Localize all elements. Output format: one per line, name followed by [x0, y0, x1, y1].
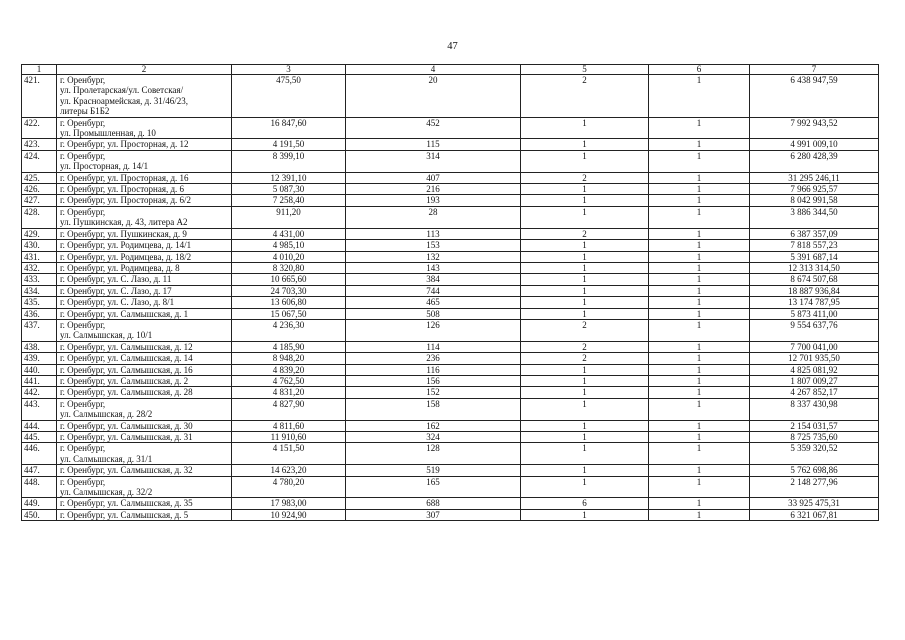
table-row	[22, 498, 879, 509]
table-row	[22, 262, 879, 273]
address-line: г. Оренбург, ул. Родимцева, д. 18/2	[60, 251, 192, 262]
cost-cell: 7 818 557,23	[750, 240, 879, 251]
value-cell: 1	[649, 285, 750, 296]
value-cell: 1	[649, 274, 750, 285]
area-cell: 4 236,30	[232, 319, 346, 341]
buildings-table	[21, 64, 879, 521]
area-cell: 17 983,00	[232, 498, 346, 509]
table-row	[22, 319, 879, 341]
row-number: 421.	[22, 75, 57, 118]
cost-cell: 6 280 428,39	[750, 150, 879, 172]
address-cell	[57, 432, 232, 443]
area-cell: 4 151,50	[232, 443, 346, 465]
table-row	[22, 240, 879, 251]
row-number: 446.	[22, 443, 57, 465]
cost-cell: 5 359 320,52	[750, 443, 879, 465]
address-cell	[57, 341, 232, 352]
row-number: 441.	[22, 375, 57, 386]
table-row	[22, 251, 879, 262]
count-cell: 115	[346, 139, 521, 150]
value-cell: 1	[649, 509, 750, 520]
count-cell: 152	[346, 387, 521, 398]
value-cell: 1	[521, 420, 649, 431]
area-cell: 911,20	[232, 206, 346, 228]
area-cell: 4 191,50	[232, 139, 346, 150]
row-number: 429.	[22, 228, 57, 239]
table-row	[22, 75, 879, 118]
page-number: 47	[447, 41, 458, 52]
value-cell: 1	[649, 398, 750, 420]
cost-cell: 4 825 081,92	[750, 364, 879, 375]
count-cell: 143	[346, 262, 521, 273]
address-line: г. Оренбург, ул. Просторная, д. 6	[60, 184, 185, 195]
address-cell	[57, 75, 232, 118]
address-line: ул. Салмышская, д. 10/1	[60, 330, 153, 341]
count-cell: 20	[346, 75, 521, 118]
address-line: ул. Промышленная, д. 10	[60, 128, 156, 139]
cost-cell: 12 701 935,50	[750, 353, 879, 364]
value-cell: 1	[649, 341, 750, 352]
area-cell: 475,50	[232, 75, 346, 118]
column-header: 2	[57, 65, 232, 75]
address-cell	[57, 364, 232, 375]
table-row	[22, 420, 879, 431]
row-number: 449.	[22, 498, 57, 509]
address-cell	[57, 274, 232, 285]
area-cell: 4 811,60	[232, 420, 346, 431]
value-cell: 1	[521, 240, 649, 251]
count-cell: 384	[346, 274, 521, 285]
value-cell: 1	[521, 387, 649, 398]
table-row	[22, 387, 879, 398]
address-cell	[57, 206, 232, 228]
area-cell: 4 762,50	[232, 375, 346, 386]
address-line: г. Оренбург, ул. Салмышская, д. 31	[60, 432, 193, 442]
value-cell: 1	[649, 465, 750, 476]
cost-cell: 6 387 357,09	[750, 228, 879, 239]
row-number: 427.	[22, 195, 57, 206]
row-number: 424.	[22, 150, 57, 172]
row-number: 426.	[22, 184, 57, 195]
address-cell	[57, 319, 232, 341]
area-cell: 4 827,90	[232, 398, 346, 420]
value-cell: 1	[649, 251, 750, 262]
value-cell: 2	[521, 353, 649, 364]
row-number: 425.	[22, 172, 57, 183]
value-cell: 1	[521, 139, 649, 150]
address-line: г. Оренбург,	[60, 150, 106, 161]
column-header: 4	[346, 65, 521, 75]
row-number: 436.	[22, 308, 57, 319]
area-cell: 4 780,20	[232, 476, 346, 498]
address-line: ул. Салмышская, д. 31/1	[60, 453, 153, 464]
area-cell: 24 703,30	[232, 285, 346, 296]
row-number: 422.	[22, 117, 57, 139]
value-cell: 1	[521, 364, 649, 375]
value-cell: 1	[649, 240, 750, 251]
row-number: 448.	[22, 476, 57, 498]
value-cell: 1	[649, 75, 750, 118]
cost-cell: 8 674 507,68	[750, 274, 879, 285]
value-cell: 1	[521, 195, 649, 206]
table-row	[22, 432, 879, 443]
row-number: 440.	[22, 364, 57, 375]
table-row	[22, 206, 879, 228]
area-cell: 10 924,90	[232, 509, 346, 520]
address-line: ул. Салмышская, д. 28/2	[60, 409, 153, 420]
table-row	[22, 465, 879, 476]
value-cell: 1	[521, 465, 649, 476]
area-cell: 4 839,20	[232, 364, 346, 375]
cost-cell: 12 313 314,50	[750, 262, 879, 273]
cost-cell: 4 991 009,10	[750, 139, 879, 150]
count-cell: 324	[346, 432, 521, 443]
table-row	[22, 398, 879, 420]
table-row	[22, 476, 879, 498]
table-row	[22, 364, 879, 375]
value-cell: 1	[649, 319, 750, 341]
address-cell	[57, 184, 232, 195]
address-cell	[57, 420, 232, 431]
area-cell: 15 067,50	[232, 308, 346, 319]
value-cell: 1	[649, 387, 750, 398]
table-body	[22, 75, 879, 521]
cost-cell: 7 966 925,57	[750, 184, 879, 195]
value-cell: 1	[649, 297, 750, 308]
address-line: ул. Пролетарская/ул. Советская/	[60, 85, 184, 96]
cost-cell: 5 873 411,00	[750, 308, 879, 319]
value-cell: 1	[649, 172, 750, 183]
count-cell: 688	[346, 498, 521, 509]
cost-cell: 7 700 041,00	[750, 341, 879, 352]
value-cell: 1	[521, 308, 649, 319]
value-cell: 1	[649, 195, 750, 206]
address-line: литеры Б1Б2	[60, 106, 110, 117]
address-cell	[57, 117, 232, 139]
cost-cell: 7 992 943,52	[750, 117, 879, 139]
value-cell: 1	[521, 150, 649, 172]
table-row	[22, 228, 879, 239]
row-number: 433.	[22, 274, 57, 285]
address-line: г. Оренбург, ул. Салмышская, д. 28	[60, 387, 193, 398]
value-cell: 1	[649, 308, 750, 319]
address-line: г. Оренбург, ул. Просторная, д. 16	[60, 172, 189, 183]
area-cell: 11 910,60	[232, 432, 346, 443]
area-cell: 4 010,20	[232, 251, 346, 262]
cost-cell: 2 148 277,96	[750, 476, 879, 498]
address-line: г. Оренбург,	[60, 75, 106, 85]
table-row	[22, 117, 879, 139]
cost-cell: 5 762 698,86	[750, 465, 879, 476]
address-line: г. Оренбург, ул. Салмышская, д. 5	[60, 509, 189, 520]
value-cell: 1	[649, 353, 750, 364]
address-line: г. Оренбург, ул. Салмышская, д. 12	[60, 341, 193, 352]
address-cell	[57, 498, 232, 509]
value-cell: 1	[649, 150, 750, 172]
address-cell	[57, 139, 232, 150]
table-row	[22, 443, 879, 465]
value-cell: 1	[649, 432, 750, 443]
cost-cell: 13 174 787,95	[750, 297, 879, 308]
address-cell	[57, 308, 232, 319]
address-cell	[57, 262, 232, 273]
area-cell: 4 185,90	[232, 341, 346, 352]
count-cell: 519	[346, 465, 521, 476]
count-cell: 165	[346, 476, 521, 498]
address-cell	[57, 195, 232, 206]
value-cell: 2	[521, 228, 649, 239]
cost-cell: 8 042 991,58	[750, 195, 879, 206]
column-header: 1	[22, 65, 57, 75]
row-number: 444.	[22, 420, 57, 431]
count-cell: 132	[346, 251, 521, 262]
address-line: г. Оренбург, ул. Просторная, д. 6/2	[60, 195, 192, 206]
value-cell: 1	[649, 498, 750, 509]
address-cell	[57, 150, 232, 172]
value-cell: 1	[649, 139, 750, 150]
address-cell	[57, 375, 232, 386]
area-cell: 16 847,60	[232, 117, 346, 139]
address-cell	[57, 251, 232, 262]
area-cell: 5 087,30	[232, 184, 346, 195]
header-row	[22, 65, 879, 75]
address-line: г. Оренбург, ул. Пушкинская, д. 9	[60, 228, 187, 239]
cost-cell: 5 391 687,14	[750, 251, 879, 262]
address-line: г. Оренбург, ул. Просторная, д. 12	[60, 139, 189, 150]
value-cell: 1	[649, 364, 750, 375]
cost-cell: 6 438 947,59	[750, 75, 879, 118]
value-cell: 1	[649, 262, 750, 273]
table-row	[22, 375, 879, 386]
cost-cell: 18 887 936,84	[750, 285, 879, 296]
value-cell: 1	[649, 206, 750, 228]
cost-cell: 3 886 344,50	[750, 206, 879, 228]
table-row	[22, 150, 879, 172]
count-cell: 407	[346, 172, 521, 183]
row-number: 432.	[22, 262, 57, 273]
address-line: г. Оренбург, ул. Салмышская, д. 32	[60, 465, 193, 476]
count-cell: 28	[346, 206, 521, 228]
table-row	[22, 297, 879, 308]
cost-cell: 8 725 735,60	[750, 432, 879, 443]
count-cell: 162	[346, 420, 521, 431]
count-cell: 744	[346, 285, 521, 296]
count-cell: 314	[346, 150, 521, 172]
address-line: г. Оренбург,	[60, 206, 106, 217]
address-cell	[57, 398, 232, 420]
value-cell: 1	[521, 274, 649, 285]
row-number: 439.	[22, 353, 57, 364]
table-row	[22, 274, 879, 285]
count-cell: 508	[346, 308, 521, 319]
cost-cell: 8 337 430,98	[750, 398, 879, 420]
cost-cell: 2 154 031,57	[750, 420, 879, 431]
address-line: г. Оренбург,	[60, 398, 106, 409]
count-cell: 113	[346, 228, 521, 239]
value-cell: 1	[649, 375, 750, 386]
address-cell	[57, 172, 232, 183]
count-cell: 116	[346, 364, 521, 375]
row-number: 435.	[22, 297, 57, 308]
value-cell: 1	[521, 206, 649, 228]
count-cell: 156	[346, 375, 521, 386]
address-line: г. Оренбург, ул. С. Лазо, д. 17	[60, 285, 172, 296]
table-row	[22, 509, 879, 520]
value-cell: 1	[521, 432, 649, 443]
address-cell	[57, 297, 232, 308]
row-number: 431.	[22, 251, 57, 262]
value-cell: 2	[521, 319, 649, 341]
address-line: г. Оренбург, ул. Салмышская, д. 16	[60, 364, 193, 375]
address-cell	[57, 443, 232, 465]
value-cell: 2	[521, 172, 649, 183]
table-row	[22, 139, 879, 150]
row-number: 437.	[22, 319, 57, 341]
address-line: ул. Пушкинская, д. 43, литера А2	[60, 217, 188, 228]
address-line: г. Оренбург, ул. С. Лазо, д. 11	[60, 274, 172, 285]
value-cell: 2	[521, 75, 649, 118]
value-cell: 1	[521, 262, 649, 273]
count-cell: 236	[346, 353, 521, 364]
address-line: г. Оренбург, ул. Салмышская, д. 1	[60, 308, 189, 319]
area-cell: 8 399,10	[232, 150, 346, 172]
count-cell: 126	[346, 319, 521, 341]
row-number: 423.	[22, 139, 57, 150]
cost-cell: 6 321 067,81	[750, 509, 879, 520]
address-line: г. Оренбург,	[60, 443, 106, 454]
area-cell: 4 431,00	[232, 228, 346, 239]
row-number: 442.	[22, 387, 57, 398]
address-line: г. Оренбург, ул. Салмышская, д. 35	[60, 498, 193, 509]
count-cell: 465	[346, 297, 521, 308]
table-row	[22, 353, 879, 364]
address-line: г. Оренбург, ул. Салмышская, д. 30	[60, 420, 193, 431]
value-cell: 1	[649, 443, 750, 465]
address-line: г. Оренбург,	[60, 476, 106, 487]
address-line: ул. Красноармейская, д. 31/46/23,	[60, 95, 188, 106]
cost-cell: 33 925 475,31	[750, 498, 879, 509]
value-cell: 1	[521, 476, 649, 498]
area-cell: 4 831,20	[232, 387, 346, 398]
cost-cell: 9 554 637,76	[750, 319, 879, 341]
area-cell: 14 623,20	[232, 465, 346, 476]
table-row	[22, 308, 879, 319]
area-cell: 7 258,40	[232, 195, 346, 206]
address-line: г. Оренбург, ул. Салмышская, д. 14	[60, 353, 193, 364]
column-header: 5	[521, 65, 649, 75]
table-row	[22, 341, 879, 352]
value-cell: 1	[649, 476, 750, 498]
value-cell: 1	[521, 184, 649, 195]
address-line: г. Оренбург,	[60, 319, 106, 330]
count-cell: 307	[346, 509, 521, 520]
count-cell: 114	[346, 341, 521, 352]
count-cell: 452	[346, 117, 521, 139]
address-cell	[57, 509, 232, 520]
address-line: г. Оренбург, ул. Родимцева, д. 8	[60, 262, 180, 273]
area-cell: 10 665,60	[232, 274, 346, 285]
address-line: ул. Салмышская, д. 32/2	[60, 487, 153, 498]
address-line: г. Оренбург, ул. Салмышская, д. 2	[60, 375, 189, 386]
row-number: 434.	[22, 285, 57, 296]
address-line: ул. Просторная, д. 14/1	[60, 161, 149, 172]
address-cell	[57, 476, 232, 498]
cost-cell: 1 807 009,27	[750, 375, 879, 386]
row-number: 450.	[22, 509, 57, 520]
value-cell: 1	[521, 117, 649, 139]
value-cell: 1	[649, 117, 750, 139]
row-number: 445.	[22, 432, 57, 443]
value-cell: 6	[521, 498, 649, 509]
value-cell: 1	[521, 285, 649, 296]
area-cell: 4 985,10	[232, 240, 346, 251]
address-line: г. Оренбург, ул. С. Лазо, д. 8/1	[60, 297, 175, 308]
table-row	[22, 172, 879, 183]
row-number: 443.	[22, 398, 57, 420]
address-line: г. Оренбург,	[60, 117, 106, 128]
column-header: 7	[750, 65, 879, 75]
count-cell: 193	[346, 195, 521, 206]
table-row	[22, 195, 879, 206]
value-cell: 1	[521, 509, 649, 520]
value-cell: 1	[649, 184, 750, 195]
area-cell: 8 320,80	[232, 262, 346, 273]
row-number: 447.	[22, 465, 57, 476]
row-number: 428.	[22, 206, 57, 228]
area-cell: 8 948,20	[232, 353, 346, 364]
address-cell	[57, 353, 232, 364]
address-cell	[57, 228, 232, 239]
address-cell	[57, 465, 232, 476]
area-cell: 12 391,10	[232, 172, 346, 183]
value-cell: 1	[521, 251, 649, 262]
address-cell	[57, 387, 232, 398]
row-number: 430.	[22, 240, 57, 251]
table-row	[22, 285, 879, 296]
count-cell: 216	[346, 184, 521, 195]
address-line: г. Оренбург, ул. Родимцева, д. 14/1	[60, 240, 192, 251]
count-cell: 153	[346, 240, 521, 251]
value-cell: 1	[521, 375, 649, 386]
count-cell: 158	[346, 398, 521, 420]
address-cell	[57, 240, 232, 251]
value-cell: 2	[521, 341, 649, 352]
column-header: 3	[232, 65, 346, 75]
cost-cell: 31 295 246,11	[750, 172, 879, 183]
column-header: 6	[649, 65, 750, 75]
value-cell: 1	[521, 398, 649, 420]
cost-cell: 4 267 852,17	[750, 387, 879, 398]
table-row	[22, 184, 879, 195]
area-cell: 13 606,80	[232, 297, 346, 308]
address-cell	[57, 285, 232, 296]
value-cell: 1	[521, 297, 649, 308]
value-cell: 1	[649, 420, 750, 431]
row-number: 438.	[22, 341, 57, 352]
value-cell: 1	[649, 228, 750, 239]
count-cell: 128	[346, 443, 521, 465]
value-cell: 1	[521, 443, 649, 465]
